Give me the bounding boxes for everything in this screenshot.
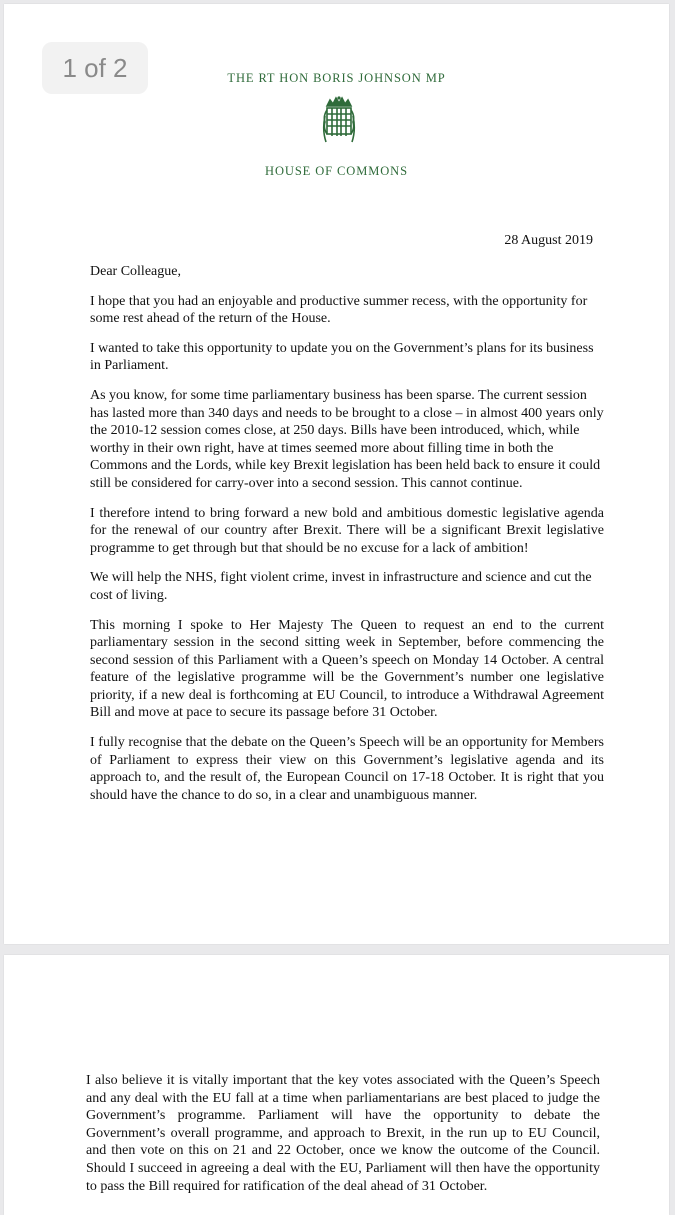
paragraph: I therefore intend to bring forward a new bold and ambitious domestic legislative agenda for the renewal of our country after Brexit. There will be a significant Brexit legislative programme to get through but that should be no excuse for a lack of ambition! (90, 505, 604, 556)
paragraph: I wanted to take this opportunity to update you on the Government’s plans for its business in Parliament. (90, 340, 594, 374)
paragraph: I hope that you had an enjoyable and productive summer recess, with the opportunity for some rest ahead of the return of the House. (90, 293, 588, 327)
paragraph: We will help the NHS, fight violent crime, invest in infrastructure and science and cut the cost of living. (90, 570, 592, 603)
page-counter-badge: 1 of 2 (42, 42, 148, 94)
paragraph: This morning I spoke to Her Majesty The Queen to request an end to the current parliamentary session in the second sitting week in September, before commencing the second session of this Parliament with a Queen’s speech on Monday 14 October. A central feature of the legislative programme will be the Government’s number one legislative priority, if a new deal is forthcoming at EU Council, to introduce a Withdrawal Agreement Bill and move at pace to secure its passage before 31 October. (90, 617, 604, 721)
salutation: Dear Colleague, (90, 264, 181, 279)
letter-page-1 (4, 4, 669, 944)
letterhead-name: THE RT HON BORIS JOHNSON MP (227, 71, 446, 85)
portcullis-icon (322, 96, 356, 146)
letter-body (90, 263, 604, 816)
letter-date: 28 August 2019 (504, 233, 593, 248)
letterhead-institution: HOUSE OF COMMONS (265, 164, 408, 178)
paragraph: I fully recognise that the debate on the Queen’s Speech will be an opportunity for Members of Parliament to express their view on this Government’s legislative agenda and its approach to, and the result of, the European Council on 17-18 October. It is right that you should have the chance to do so, in a clear and unambiguous manner. (90, 735, 604, 803)
letter-body-page-2 (86, 1072, 600, 1207)
paragraph: I also believe it is vitally important that the key votes associated with the Queen’s Speech and any deal with the EU fall at a time when parliamentarians are best placed to judge the Government’s programme. Parliament will have the opportunity to debate the Government’s overall programme, and approach to Brexit, in the run up to EU Council, and then vote on this on 21 and 22 October, once we know the outcome of the Council. Should I succeed in agreeing a deal with the EU, Parliament will then have the opportunity to pass the Bill required for ratification of the deal ahead of 31 October. (86, 1073, 600, 1194)
paragraph: As you know, for some time parliamentary business has been sparse. The current session has lasted more than 340 days and needs to be brought to a close – in almost 400 years only the 2010-12 session comes close, at 250 days. Bills have been introduced, which, while worthy in their own right, have at times seemed more about filling time in both the Commons and the Lords, while key Brexit legislation has been held back to ensure it could still be considered for carry-over into a second session. This cannot continue. (90, 387, 604, 491)
